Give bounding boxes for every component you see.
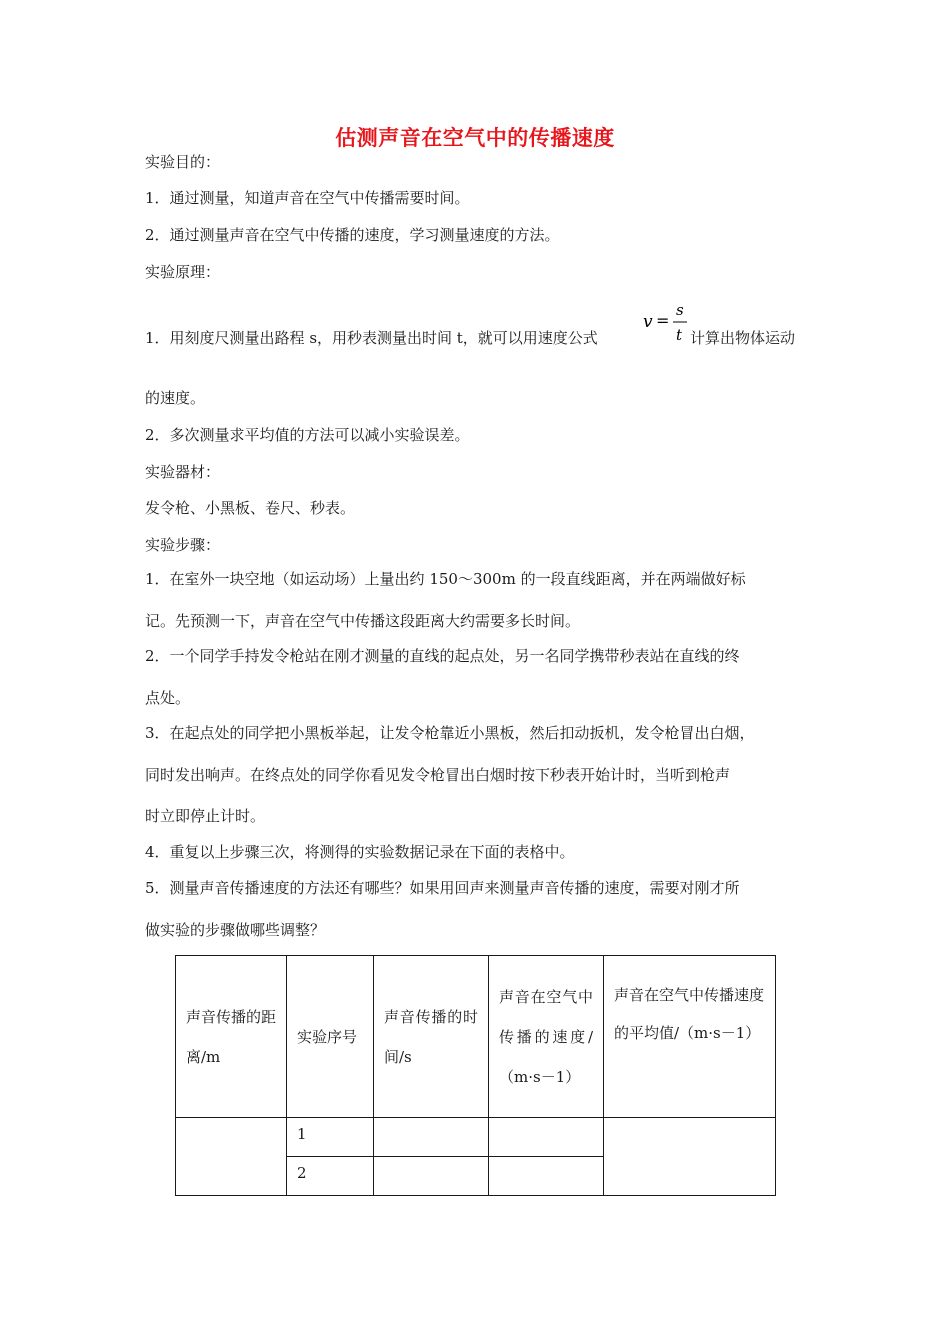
header-trial-number: 实验序号 xyxy=(287,956,374,1118)
header-average-speed: 声音在空气中传播速度的平均值/（m·s－1） xyxy=(604,956,776,1118)
speed-cell xyxy=(489,1157,604,1196)
step-2-line-2: 点处。 xyxy=(145,689,191,707)
principle-item-1: 1．用刻度尺测量出路程 s，用秒表测量出时间 t，就可以用速度公式 xyxy=(145,329,598,347)
principle-heading: 实验原理： xyxy=(145,263,221,281)
purpose-item-2: 2．通过测量声音在空气中传播的速度，学习测量速度的方法。 xyxy=(145,226,560,244)
principle-item-2: 2．多次测量求平均值的方法可以减小实验误差。 xyxy=(145,426,470,444)
formula-numerator: s xyxy=(676,302,684,319)
speed-cell xyxy=(489,1118,604,1157)
step-4: 4．重复以上步骤三次，将测得的实验数据记录在下面的表格中。 xyxy=(145,843,575,861)
header-time: 声音传播的时间/s xyxy=(374,956,489,1118)
step-3-line-1: 3．在起点处的同学把小黑板举起，让发令枪靠近小黑板，然后扣动扳机，发令枪冒出白烟， xyxy=(145,724,755,742)
distance-cell xyxy=(176,1118,287,1196)
steps-heading: 实验步骤： xyxy=(145,536,221,554)
formula-v: v xyxy=(643,312,653,332)
step-2-line-1: 2．一个同学手持发令枪站在刚才测量的直线的起点处，另一名同学携带秒表站在直线的终 xyxy=(145,647,740,665)
formula-denominator: t xyxy=(676,326,683,344)
velocity-formula xyxy=(641,302,691,348)
trial-number-cell: 1 xyxy=(287,1118,374,1157)
step-3-line-3: 时立即停止计时。 xyxy=(145,807,266,825)
step-1-line-2: 记。先预测一下，声音在空气中传播这段距离大约需要多长时间。 xyxy=(145,612,581,630)
trial-number-cell: 2 xyxy=(287,1157,374,1196)
average-speed-cell xyxy=(604,1118,776,1196)
header-distance: 声音传播的距离/m xyxy=(176,956,287,1118)
table-row xyxy=(176,1118,776,1157)
principle-item-1-cont: 计算出物体运动 xyxy=(690,329,796,347)
step-5-line-1: 5．测量声音传播速度的方法还有哪些？如果用回声来测量声音传播的速度，需要对刚才所 xyxy=(145,879,740,897)
step-1-line-1: 1．在室外一块空地（如运动场）上量出约 150～300m 的一段直线距离，并在两端做好标 xyxy=(145,570,746,588)
table-header-row xyxy=(176,956,776,1118)
step-3-line-2: 同时发出响声。在终点处的同学你看见发令枪冒出白烟时按下秒表开始计时，当听到枪声 xyxy=(145,766,731,784)
step-5-line-2: 做实验的步骤做哪些调整？ xyxy=(145,921,326,939)
header-speed: 声音在空气中传播的速度/（m·s－1） xyxy=(489,956,604,1118)
time-cell xyxy=(374,1157,489,1196)
equipment-heading: 实验器材： xyxy=(145,463,221,481)
purpose-heading: 实验目的： xyxy=(145,153,221,171)
formula-equals: = xyxy=(656,311,670,330)
time-cell xyxy=(374,1118,489,1157)
page-title: 估测声音在空气中的传播速度 xyxy=(335,126,615,150)
purpose-item-1: 1．通过测量，知道声音在空气中传播需要时间。 xyxy=(145,189,470,207)
principle-item-1-end: 的速度。 xyxy=(145,389,206,407)
equipment-list: 发令枪、小黑板、卷尺、秒表。 xyxy=(145,499,356,517)
data-table xyxy=(175,955,776,1196)
